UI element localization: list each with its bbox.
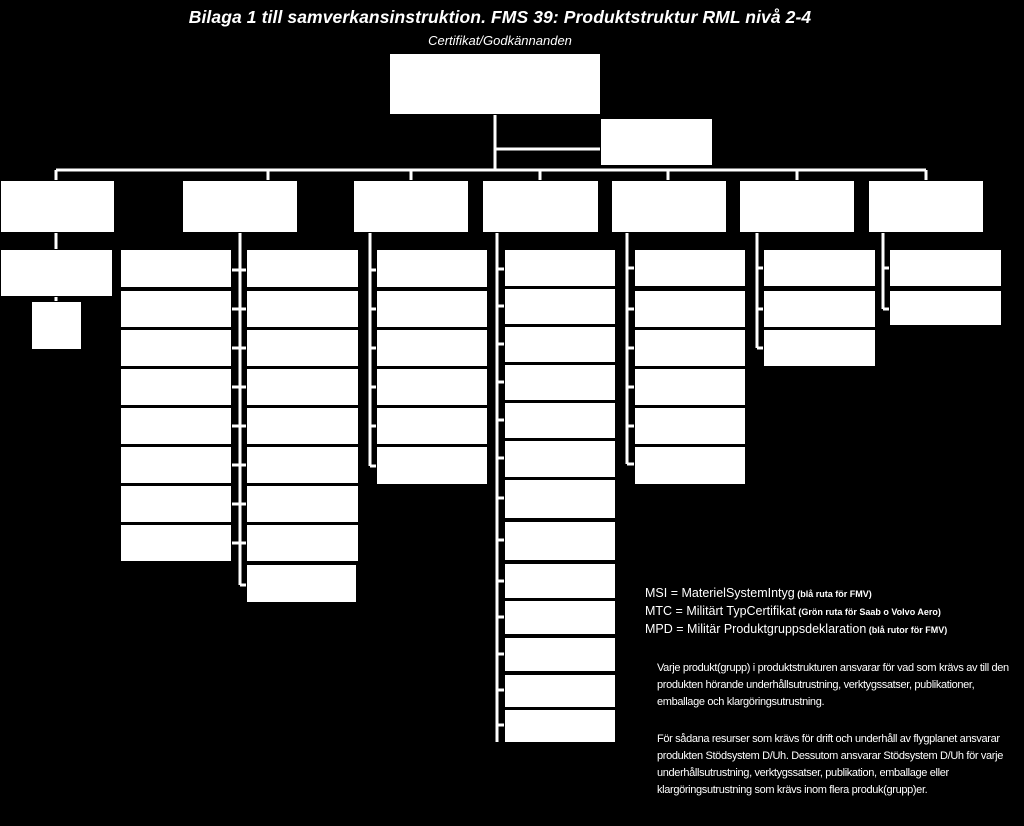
col2a-box-4 bbox=[120, 368, 232, 406]
col2b-box-8 bbox=[246, 524, 359, 562]
col5-box-1 bbox=[634, 249, 746, 287]
page-title: Bilaga 1 till samverkansinstruktion. FMS 39: Produktstruktur RML nivå 2-4 bbox=[188, 7, 812, 27]
col4-box-5 bbox=[504, 402, 616, 439]
col3-box-2 bbox=[376, 290, 488, 328]
legend-msi: MSI = MaterielSystemIntyg (blå ruta för FMV) bbox=[645, 586, 872, 600]
col3-box-5 bbox=[376, 407, 488, 445]
col2b-box-3 bbox=[246, 329, 359, 367]
header-box-3 bbox=[353, 180, 469, 233]
header-box-2 bbox=[182, 180, 298, 233]
col3-box-4 bbox=[376, 368, 488, 406]
header-box-7 bbox=[868, 180, 984, 233]
legend-msi-text: MaterielSystemIntyg bbox=[681, 586, 795, 600]
col3-box-1 bbox=[376, 249, 488, 288]
legend-msi-code: MSI bbox=[645, 586, 668, 600]
col2a-box-7 bbox=[120, 485, 232, 523]
col4-box-8 bbox=[504, 521, 616, 561]
legend-mtc-note: (Grön ruta för Saab o Volvo Aero) bbox=[795, 607, 941, 617]
col5-box-3 bbox=[634, 329, 746, 367]
col2b-box-5 bbox=[246, 407, 359, 445]
note-paragraph-2: För sådana resurser som krävs för drift och underhåll av flygplanet ansvarar produkten Stödsystem D/Uh. Dessutom ansvarar Stödsystem D/Uh för varje underhållsutrustning, verktygssatser, publikation, emballage eller klargöringsutrustning som krävs inom flera produk(grupp)er. bbox=[657, 733, 1003, 796]
col2b-box-2 bbox=[246, 290, 359, 328]
col7-box-1 bbox=[889, 249, 1002, 287]
col7-box-2 bbox=[889, 290, 1002, 326]
col2a-box-5 bbox=[120, 407, 232, 445]
col4-box-13 bbox=[504, 709, 616, 743]
legend-mpd-code: MPD bbox=[645, 622, 673, 636]
col4-box-3 bbox=[504, 326, 616, 363]
legend-mpd-note: (blå rutor för FMV) bbox=[866, 625, 948, 635]
legend-msi-note: (blå ruta för FMV) bbox=[794, 589, 872, 599]
col2a-box-2 bbox=[120, 290, 232, 328]
col3-box-3 bbox=[376, 329, 488, 367]
note-paragraph-1: Varje produkt(grupp) i produktstrukturen ansvarar för vad som krävs av till den produkten hörande underhållsutrustning, verktygssatser, publikationer, emballage och klargöringsutrustning. bbox=[657, 662, 1009, 708]
col2b-box-4 bbox=[246, 368, 359, 406]
col4-box-7 bbox=[504, 479, 616, 519]
legend-mpd: MPD = Militär Produktgruppsdeklaration (blå rutor för FMV) bbox=[645, 622, 948, 636]
col1-box-1 bbox=[0, 249, 113, 297]
col2b-box-7 bbox=[246, 485, 359, 523]
col2a-box-1 bbox=[120, 249, 232, 288]
col4-box-12 bbox=[504, 674, 616, 708]
legend-mpd-text: Militär Produktgruppsdeklaration bbox=[687, 622, 867, 636]
legend-mtc: MTC = Militärt TypCertifikat (Grön ruta för Saab o Volvo Aero) bbox=[645, 604, 941, 618]
col1-box-2 bbox=[31, 301, 82, 350]
col4-box-10 bbox=[504, 600, 616, 635]
col4-box-2 bbox=[504, 288, 616, 325]
legend-mtc-text: Militärt TypCertifikat bbox=[686, 604, 796, 618]
col6-box-1 bbox=[763, 249, 876, 287]
col4-box-1 bbox=[504, 249, 616, 287]
col5-box-2 bbox=[634, 290, 746, 328]
col4-box-6 bbox=[504, 440, 616, 478]
col2b-box-1 bbox=[246, 249, 359, 288]
header-box-5 bbox=[611, 180, 727, 233]
header-box-1 bbox=[0, 180, 115, 233]
legend-mtc-code: MTC bbox=[645, 604, 673, 618]
col2b-box-9 bbox=[246, 564, 357, 603]
col5-box-6 bbox=[634, 446, 746, 485]
page-subtitle: Certifikat/Godkännanden bbox=[428, 33, 572, 48]
col6-box-3 bbox=[763, 329, 876, 367]
col4-box-4 bbox=[504, 364, 616, 401]
col2a-box-3 bbox=[120, 329, 232, 367]
header-box-4 bbox=[482, 180, 599, 233]
header-box-6 bbox=[739, 180, 855, 233]
col6-box-2 bbox=[763, 290, 876, 328]
col2a-box-6 bbox=[120, 446, 232, 484]
col4-box-11 bbox=[504, 637, 616, 672]
col5-box-5 bbox=[634, 407, 746, 445]
col4-box-9 bbox=[504, 563, 616, 599]
side-box bbox=[600, 118, 713, 166]
col3-box-6 bbox=[376, 446, 488, 485]
top-box bbox=[389, 53, 601, 115]
col2b-box-6 bbox=[246, 446, 359, 484]
col5-box-4 bbox=[634, 368, 746, 406]
col2a-box-8 bbox=[120, 524, 232, 562]
